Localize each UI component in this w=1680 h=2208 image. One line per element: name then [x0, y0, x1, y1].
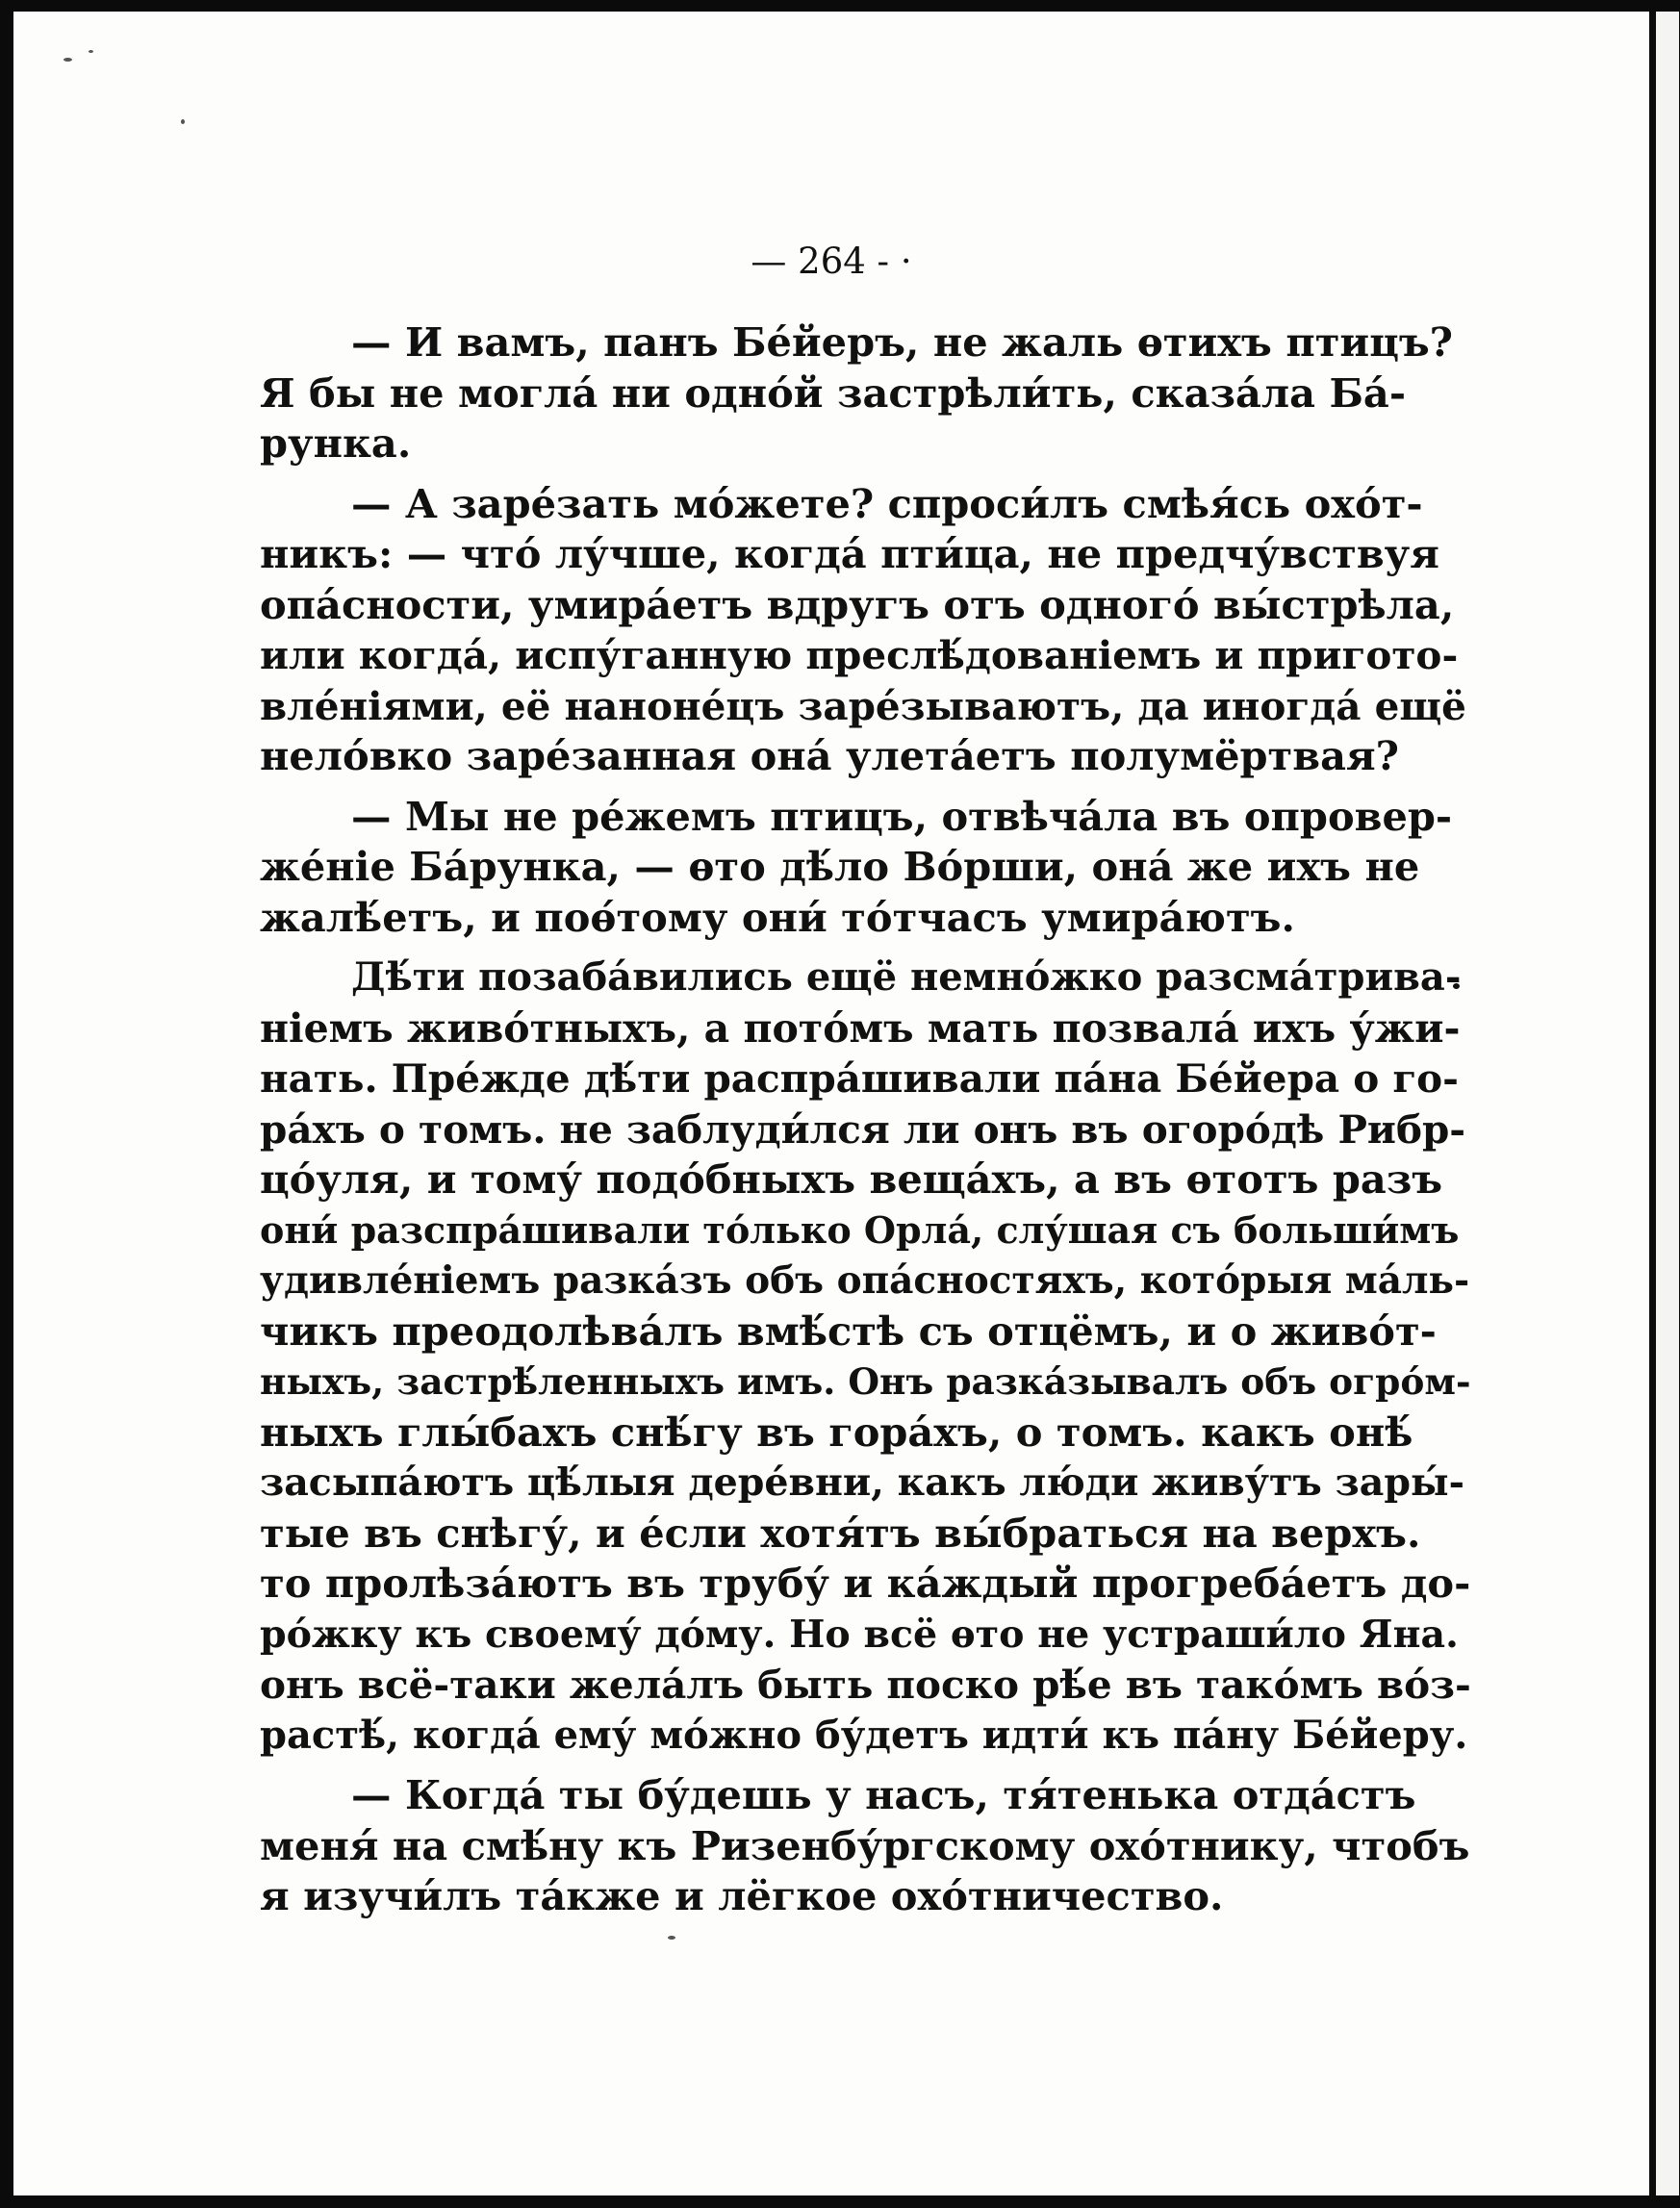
text-line: я изучи́лъ та́кже и лёгкое охо́тничество. [260, 1872, 1224, 1919]
text-line: же́ніе Ба́рунка, — ѳто дѣ́ло Во́рши, она́ же ихъ не [260, 843, 1420, 890]
text-line: меня́ на смѣ́ну къ Ризенбу́ргскому охо́тнику, чтобъ [260, 1821, 1470, 1869]
paragraph [260, 792, 1472, 944]
text-line: ныхъ, застрѣ́ленныхъ имъ. Онъ разка́зывалъ объ огро́м- [260, 1360, 1471, 1403]
adjacent-page-edge [1649, 12, 1679, 2195]
text-line: жалѣ́етъ, и поѳ́тому они́ то́тчасъ умира́ютъ. [260, 893, 1295, 941]
dust-speck [64, 58, 72, 62]
text-line: опа́сности, умира́етъ вдругъ отъ одного́ вы́стрѣла, [260, 580, 1455, 628]
dust-speck [668, 1936, 675, 1940]
text-line: — Мы не ре́жемъ птицъ, отвѣча́ла въ опровер- [351, 792, 1453, 840]
text-line: — И вамъ, панъ Бе́йеръ, не жаль ѳтихъ птицъ? [351, 318, 1453, 366]
text-line: — А заре́зать мо́жете? спроси́лъ смѣя́сь охо́т- [351, 479, 1423, 527]
text-line: рунка. [260, 419, 412, 467]
text-line: Дѣ́ти позаба́вились ещё немно́жко разсма́трива- [351, 954, 1462, 1000]
text-line: удивле́ніемъ разка́зъ объ опа́сностяхъ, кото́рыя ма́ль- [260, 1258, 1470, 1303]
dust-speck [89, 50, 93, 53]
text-line: растѣ́, когда́ ему́ мо́жно бу́детъ идти́ къ па́ну Бе́йеру. [260, 1712, 1468, 1758]
page-number: — 264 - · [751, 241, 912, 282]
text-line: цо́уля, и тому́ подо́бныхъ веща́хъ, а въ ѳтотъ разъ [260, 1155, 1443, 1203]
text-line: онъ всё-таки жела́лъ быть поско рѣ́е въ тако́мъ во́з- [260, 1662, 1471, 1708]
text-line: вле́ніями, её наноне́цъ заре́зываютъ, да иногда́ ещё [260, 682, 1466, 729]
text-line: никъ: — что́ лу́чше, когда́ пти́ца, не предчу́вствуя [260, 530, 1439, 577]
book-page [13, 12, 1649, 2195]
text-line: ніемъ живо́тныхъ, а пото́мъ мать позвала́ ихъ у́жи- [260, 1004, 1461, 1052]
text-line: нело́вко заре́занная она́ улета́етъ полумёртвая? [260, 732, 1399, 779]
paragraph [260, 317, 1472, 470]
text-line: тые въ снѣгу́, и е́сли хотя́тъ вы́браться на верхъ. [260, 1509, 1421, 1557]
text-line: они́ разспра́шивали то́лько Орла́, слу́шая съ больши́мъ [260, 1207, 1460, 1252]
paragraph [260, 479, 1472, 782]
text-line: ныхъ глы́бахъ снѣ́гу въ гора́хъ, о томъ. какъ онѣ́ [260, 1408, 1413, 1456]
paragraph [260, 1770, 1472, 1922]
dust-speck [181, 119, 185, 124]
text-line: или когда́, испу́ганную преслѣ́дованіемъ и пригото- [260, 632, 1459, 678]
paragraph [260, 952, 1472, 1761]
text-line: ра́хъ о томъ. не заблуди́лся ли онъ въ огоро́дѣ Рибр- [260, 1105, 1466, 1153]
text-line: — Когда́ ты бу́дешь у насъ, тя́тенька отда́стъ [351, 1771, 1416, 1818]
text-line: ро́жку къ своему́ до́му. Но всё ѳто не устраши́ло Яна. [260, 1612, 1459, 1657]
text-line: то пролѣза́ютъ въ трубу́ и ка́ждый прогреба́етъ до- [260, 1560, 1471, 1607]
text-line: нать. Пре́жде дѣ́ти распра́шивали па́на Бе́йера о го- [260, 1055, 1459, 1102]
page-body-text [260, 317, 1472, 1932]
text-line: засыпа́ютъ цѣ́лыя дере́вни, какъ лю́ди живу́тъ зары́- [260, 1460, 1464, 1505]
text-line: Я бы не могла́ ни одно́й застрѣли́ть, сказа́ла Ба́- [260, 368, 1407, 417]
text-line: чикъ преодолѣва́лъ вмѣ́стѣ съ отцёмъ, и о живо́т- [260, 1307, 1437, 1355]
